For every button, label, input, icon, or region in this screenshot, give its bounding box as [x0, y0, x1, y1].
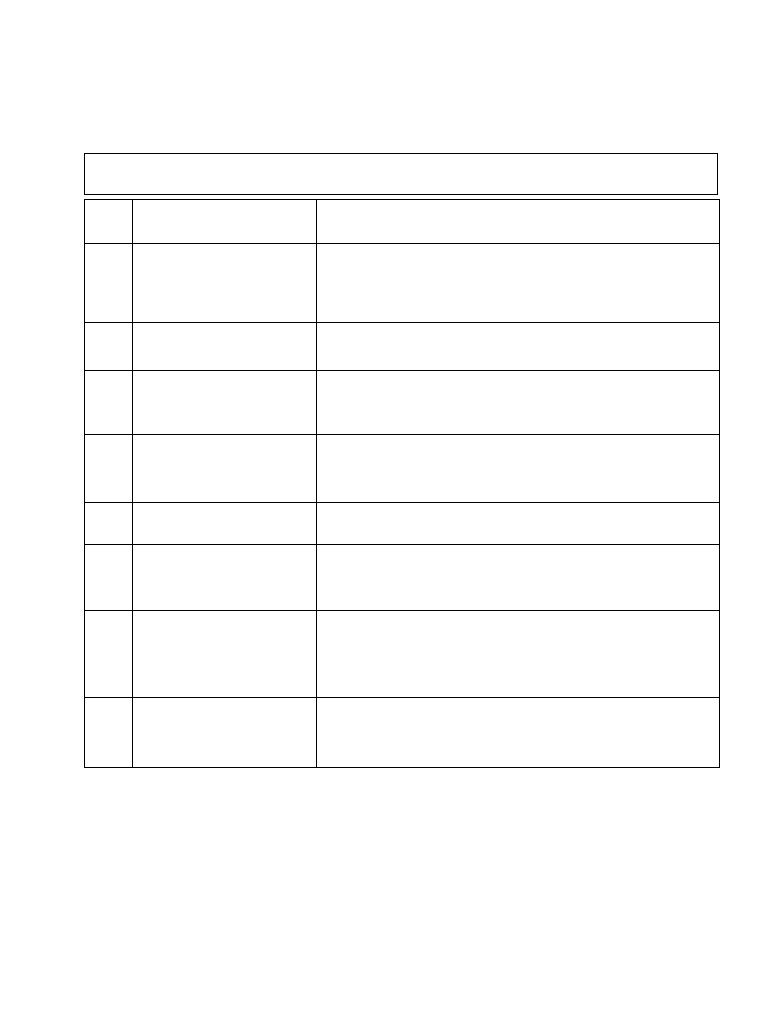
header-title	[317, 200, 720, 244]
row-ais-number	[133, 244, 317, 323]
row-ais-number	[133, 611, 317, 698]
row-ais-number	[133, 371, 317, 435]
table-row	[85, 698, 720, 768]
row-ais-number	[133, 503, 317, 545]
row-ais-number	[133, 545, 317, 611]
table-row	[85, 611, 720, 698]
header-sr-no	[85, 200, 133, 244]
table-body	[85, 244, 720, 768]
row-title	[317, 435, 720, 503]
table-row	[85, 435, 720, 503]
row-ais-number	[133, 435, 317, 503]
row-ais-number	[133, 698, 317, 768]
row-sr-no	[85, 323, 133, 371]
row-sr-no	[85, 435, 133, 503]
header-ais-no	[133, 200, 317, 244]
row-sr-no	[85, 371, 133, 435]
row-title	[317, 371, 720, 435]
row-title	[317, 503, 720, 545]
row-ais-number	[133, 323, 317, 371]
row-sr-no	[85, 611, 133, 698]
copyright-notice	[84, 153, 718, 195]
table-row	[85, 371, 720, 435]
row-sr-no	[85, 698, 133, 768]
table-header-row	[85, 200, 720, 244]
row-title	[317, 244, 720, 323]
row-sr-no	[85, 545, 133, 611]
row-sr-no	[85, 503, 133, 545]
standards-table	[84, 199, 720, 768]
row-title	[317, 323, 720, 371]
table-row	[85, 503, 720, 545]
row-title	[317, 611, 720, 698]
arai-logo	[335, 58, 445, 104]
table-row	[85, 323, 720, 371]
row-sr-no	[85, 244, 133, 323]
row-title	[317, 545, 720, 611]
table-row	[85, 244, 720, 323]
table-row	[85, 545, 720, 611]
row-title	[317, 698, 720, 768]
